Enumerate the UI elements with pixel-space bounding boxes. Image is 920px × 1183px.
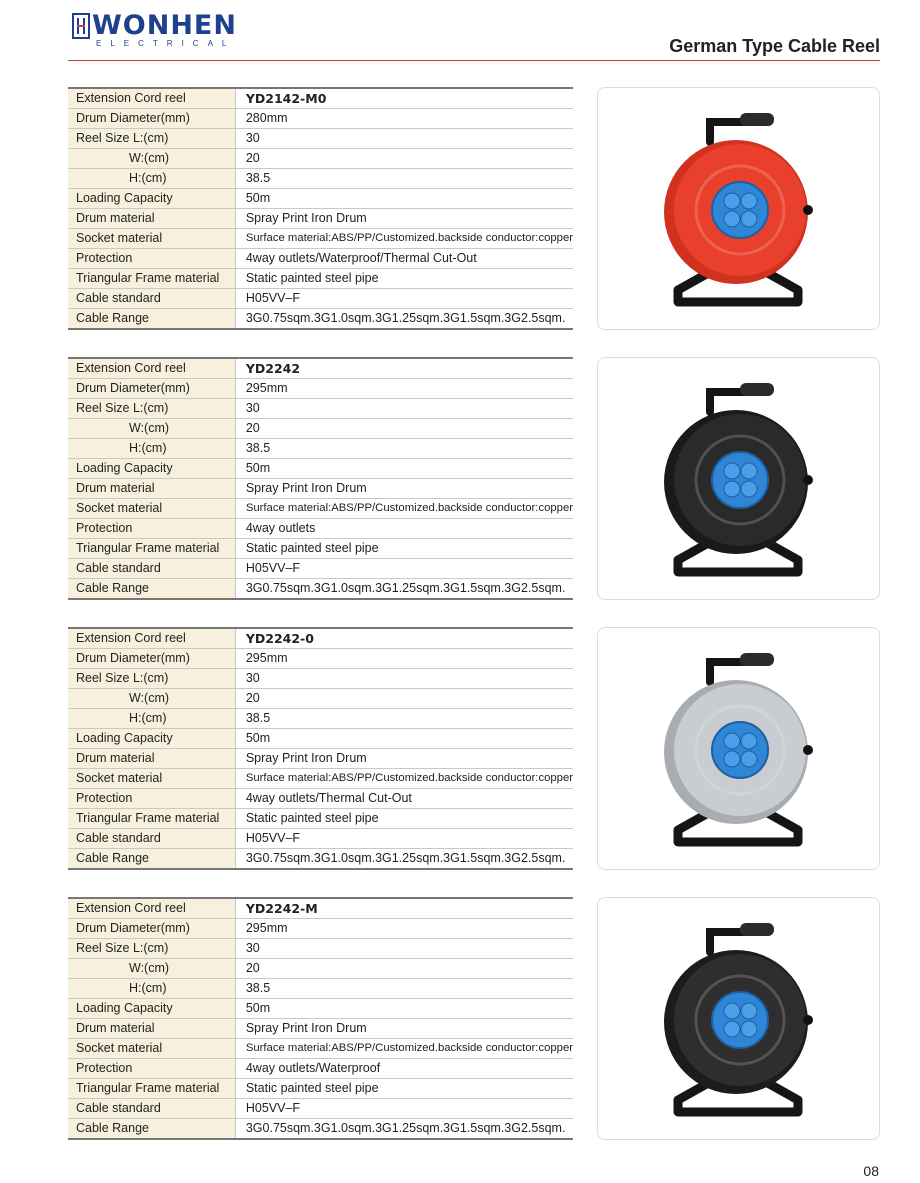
frame-material-value: Static painted steel pipe xyxy=(235,1079,573,1099)
table-row xyxy=(68,628,573,649)
cable-standard-value: H05VV–F xyxy=(235,829,573,849)
row-label: W:(cm) xyxy=(68,689,235,709)
row-label: Drum material xyxy=(68,479,235,499)
socket-material-value: Surface material:ABS/PP/Customized.backside conductor:copper xyxy=(235,229,573,249)
model-value: YD2142-M0 xyxy=(235,88,573,109)
spec-table-3 xyxy=(68,627,573,870)
table-row xyxy=(68,379,573,399)
table-row xyxy=(68,709,573,729)
cable-standard-value: H05VV–F xyxy=(235,289,573,309)
table-row xyxy=(68,209,573,229)
table-row xyxy=(68,249,573,269)
table-row xyxy=(68,309,573,330)
row-label: Triangular Frame material xyxy=(68,1079,235,1099)
table-row xyxy=(68,749,573,769)
table-row xyxy=(68,1119,573,1140)
cable-range-value: 3G0.75sqm.3G1.0sqm.3G1.25sqm.3G1.5sqm.3G2.5sqm. xyxy=(245,851,566,865)
table-row xyxy=(68,109,573,129)
page-number: 08 xyxy=(863,1163,879,1179)
title-divider xyxy=(68,60,880,61)
frame-material-value: Static painted steel pipe xyxy=(235,269,573,289)
table-row xyxy=(68,919,573,939)
loading-capacity-value: 50m xyxy=(235,729,573,749)
reel-length-value: 30 xyxy=(235,129,573,149)
cable-reel-image xyxy=(648,912,828,1127)
table-row xyxy=(68,399,573,419)
row-label: Socket material xyxy=(68,499,235,519)
row-label: Extension Cord reel xyxy=(68,628,235,649)
reel-length-value: 30 xyxy=(235,939,573,959)
table-row xyxy=(68,898,573,919)
row-label: W:(cm) xyxy=(68,959,235,979)
table-row xyxy=(68,358,573,379)
drum-diameter-value: 295mm xyxy=(235,649,573,669)
row-label: Drum Diameter(mm) xyxy=(68,109,235,129)
cable-reel-image xyxy=(648,372,828,587)
drum-diameter-value: 295mm xyxy=(235,379,573,399)
protection-value: 4way outlets xyxy=(235,519,573,539)
row-label: Cable Range xyxy=(68,849,235,870)
model-value: YD2242-M xyxy=(235,898,573,919)
row-label: Cable Range xyxy=(68,579,235,600)
row-label: Socket material xyxy=(68,769,235,789)
row-label: Loading Capacity xyxy=(68,459,235,479)
row-label: Cable standard xyxy=(68,1099,235,1119)
row-label: Cable Range xyxy=(68,1119,235,1140)
table-row xyxy=(68,829,573,849)
row-label: Cable standard xyxy=(68,829,235,849)
row-label: Reel Size L:(cm) xyxy=(68,939,235,959)
product-photo-card-3 xyxy=(597,627,880,870)
spec-table-2 xyxy=(68,357,573,600)
table-row xyxy=(68,88,573,109)
row-label: Extension Cord reel xyxy=(68,88,235,109)
table-row xyxy=(68,939,573,959)
row-label: Drum Diameter(mm) xyxy=(68,379,235,399)
loading-capacity-value: 50m xyxy=(235,189,573,209)
row-label: Protection xyxy=(68,249,235,269)
row-label: Cable standard xyxy=(68,559,235,579)
row-label: W:(cm) xyxy=(68,419,235,439)
table-row xyxy=(68,979,573,999)
cable-reel-image xyxy=(648,102,828,317)
socket-material-value: Surface material:ABS/PP/Customized.backside conductor:copper xyxy=(235,769,573,789)
table-row xyxy=(68,419,573,439)
model-value: YD2242-0 xyxy=(235,628,573,649)
reel-height-value: 38.5 xyxy=(235,169,573,189)
drum-material-value: Spray Print Iron Drum xyxy=(235,209,573,229)
table-row xyxy=(68,559,573,579)
protection-value: 4way outlets/Waterproof/Thermal Cut-Out xyxy=(235,249,573,269)
frame-material-value: Static painted steel pipe xyxy=(235,539,573,559)
table-row xyxy=(68,269,573,289)
cable-standard-value: H05VV–F xyxy=(235,1099,573,1119)
table-row xyxy=(68,459,573,479)
row-label: Triangular Frame material xyxy=(68,809,235,829)
table-row xyxy=(68,649,573,669)
row-label: Loading Capacity xyxy=(68,999,235,1019)
brand-name: WONHEN xyxy=(92,10,237,41)
table-row xyxy=(68,959,573,979)
drum-diameter-value: 280mm xyxy=(235,109,573,129)
table-row xyxy=(68,289,573,309)
table-row xyxy=(68,769,573,789)
reel-height-value: 38.5 xyxy=(235,439,573,459)
product-photo-card-2 xyxy=(597,357,880,600)
row-label: Socket material xyxy=(68,1039,235,1059)
drum-material-value: Spray Print Iron Drum xyxy=(235,1019,573,1039)
loading-capacity-value: 50m xyxy=(235,459,573,479)
table-row xyxy=(68,149,573,169)
spec-table-4 xyxy=(68,897,573,1140)
row-label: H:(cm) xyxy=(68,169,235,189)
row-label: H:(cm) xyxy=(68,979,235,999)
table-row xyxy=(68,849,573,870)
row-label: Triangular Frame material xyxy=(68,539,235,559)
row-label: Reel Size L:(cm) xyxy=(68,129,235,149)
row-label: Cable standard xyxy=(68,289,235,309)
row-label: Protection xyxy=(68,1059,235,1079)
frame-material-value: Static painted steel pipe xyxy=(235,809,573,829)
row-label: Drum Diameter(mm) xyxy=(68,919,235,939)
table-row xyxy=(68,729,573,749)
row-label: H:(cm) xyxy=(68,439,235,459)
drum-material-value: Spray Print Iron Drum xyxy=(235,479,573,499)
brand-tagline: ELECTRICAL xyxy=(96,39,236,48)
model-value: YD2242 xyxy=(235,358,573,379)
reel-height-value: 38.5 xyxy=(235,979,573,999)
cable-standard-value: H05VV–F xyxy=(235,559,573,579)
table-row xyxy=(68,169,573,189)
reel-height-value: 38.5 xyxy=(235,709,573,729)
table-row xyxy=(68,189,573,209)
table-row xyxy=(68,1039,573,1059)
reel-length-value: 30 xyxy=(235,399,573,419)
row-label: Triangular Frame material xyxy=(68,269,235,289)
table-row xyxy=(68,1019,573,1039)
row-label: Reel Size L:(cm) xyxy=(68,399,235,419)
table-row xyxy=(68,999,573,1019)
table-row xyxy=(68,1059,573,1079)
page-title: German Type Cable Reel xyxy=(669,36,880,56)
product-photo-card-4 xyxy=(597,897,880,1140)
drum-material-value: Spray Print Iron Drum xyxy=(235,749,573,769)
row-label: Cable Range xyxy=(68,309,235,330)
row-label: Drum material xyxy=(68,1019,235,1039)
row-label: W:(cm) xyxy=(68,149,235,169)
reel-width-value: 20 xyxy=(235,959,573,979)
table-row xyxy=(68,229,573,249)
row-label: Protection xyxy=(68,789,235,809)
table-row xyxy=(68,479,573,499)
reel-width-value: 20 xyxy=(235,419,573,439)
table-row xyxy=(68,539,573,559)
table-row xyxy=(68,809,573,829)
protection-value: 4way outlets/Waterproof xyxy=(235,1059,573,1079)
table-row xyxy=(68,789,573,809)
row-label: Reel Size L:(cm) xyxy=(68,669,235,689)
table-row xyxy=(68,129,573,149)
table-row xyxy=(68,1079,573,1099)
product-photo-card-1 xyxy=(597,87,880,330)
cable-range-value: 3G0.75sqm.3G1.0sqm.3G1.25sqm.3G1.5sqm.3G2.5sqm. xyxy=(245,581,566,595)
cable-reel-image xyxy=(648,642,828,857)
row-label: Drum material xyxy=(68,209,235,229)
row-label: Drum material xyxy=(68,749,235,769)
table-row xyxy=(68,519,573,539)
table-row xyxy=(68,579,573,600)
reel-length-value: 30 xyxy=(235,669,573,689)
loading-capacity-value: 50m xyxy=(235,999,573,1019)
row-label: Loading Capacity xyxy=(68,189,235,209)
socket-material-value: Surface material:ABS/PP/Customized.backside conductor:copper xyxy=(235,499,573,519)
table-row xyxy=(68,1099,573,1119)
row-label: Protection xyxy=(68,519,235,539)
cable-range-value: 3G0.75sqm.3G1.0sqm.3G1.25sqm.3G1.5sqm.3G2.5sqm. xyxy=(245,311,566,325)
cable-range-value: 3G0.75sqm.3G1.0sqm.3G1.25sqm.3G1.5sqm.3G2.5sqm. xyxy=(245,1121,566,1135)
table-row xyxy=(68,669,573,689)
table-row xyxy=(68,499,573,519)
socket-material-value: Surface material:ABS/PP/Customized.backside conductor:copper xyxy=(235,1039,573,1059)
table-row xyxy=(68,689,573,709)
logo-mark-icon xyxy=(72,13,90,39)
row-label: Extension Cord reel xyxy=(68,358,235,379)
brand-logo xyxy=(72,10,237,50)
reel-width-value: 20 xyxy=(235,149,573,169)
protection-value: 4way outlets/Thermal Cut-Out xyxy=(235,789,573,809)
drum-diameter-value: 295mm xyxy=(235,919,573,939)
row-label: Drum Diameter(mm) xyxy=(68,649,235,669)
spec-table-1 xyxy=(68,87,573,330)
table-row xyxy=(68,439,573,459)
row-label: Loading Capacity xyxy=(68,729,235,749)
reel-width-value: 20 xyxy=(235,689,573,709)
row-label: Extension Cord reel xyxy=(68,898,235,919)
row-label: H:(cm) xyxy=(68,709,235,729)
row-label: Socket material xyxy=(68,229,235,249)
